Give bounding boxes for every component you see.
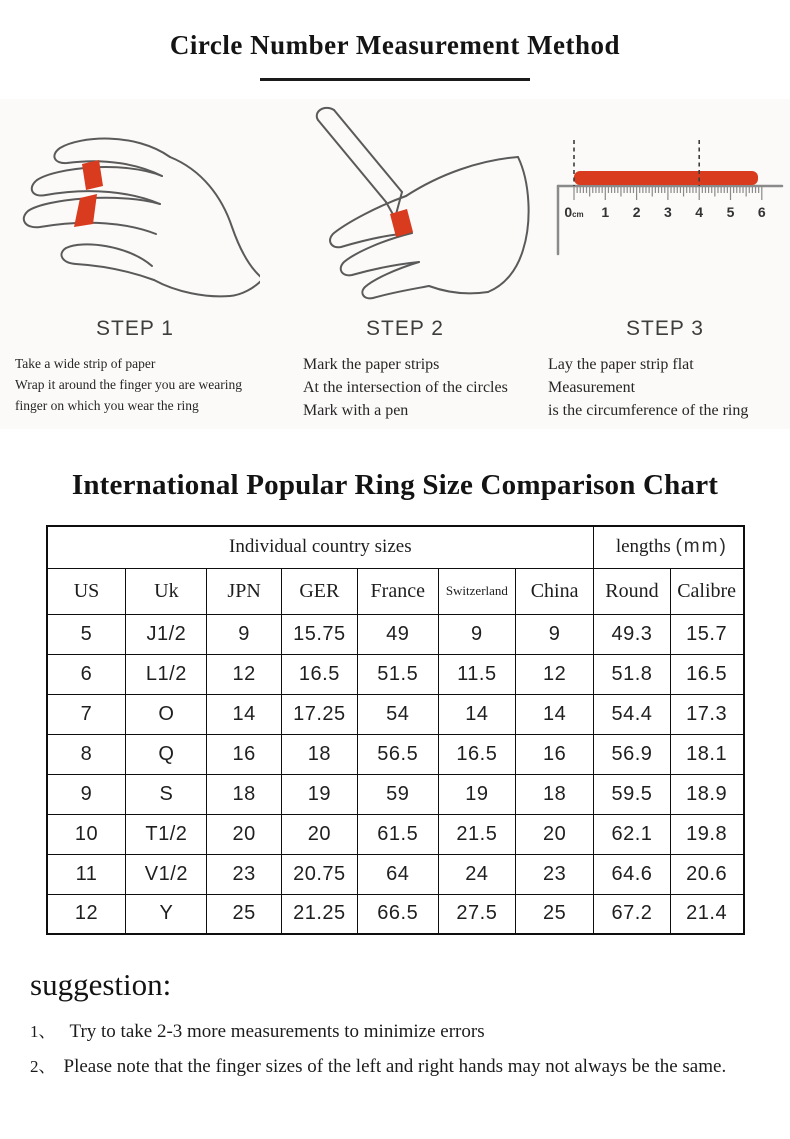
suggestion-item-2 [30, 1052, 790, 1078]
page-title: Circle Number Measurement Method [169, 30, 621, 60]
table-row [47, 694, 744, 734]
table-cell: Q [126, 734, 207, 774]
column-header-round: Round [594, 568, 671, 614]
ring-size-comparison-table [46, 525, 745, 935]
table-cell: 51.8 [594, 654, 671, 694]
step-2-line-3: Mark with a pen [303, 402, 409, 419]
table-column-header-row [47, 568, 744, 614]
suggestion-list [30, 1017, 790, 1078]
table-cell: 11.5 [438, 654, 515, 694]
table-cell: 54.4 [594, 694, 671, 734]
table-row [47, 774, 744, 814]
table-cell: 12 [207, 654, 282, 694]
suggestion-item-2-number: 2、 [30, 1057, 56, 1076]
table-cell: 6 [47, 654, 126, 694]
ruler-tick-label: 4 [695, 204, 704, 220]
step-2-description [270, 353, 540, 422]
table-row [47, 734, 744, 774]
table-cell: 21.5 [438, 814, 515, 854]
step-3-label: STEP 3 [626, 317, 704, 340]
table-row [47, 854, 744, 894]
table-cell: 19 [281, 774, 357, 814]
table-cell: 16.5 [438, 734, 515, 774]
ruler-tick-label: 1 [601, 204, 610, 220]
table-cell: 51.5 [357, 654, 438, 694]
ring-size-table-body [47, 614, 744, 934]
column-header-calibre: Calibre [670, 568, 743, 614]
table-cell: 21.4 [670, 894, 743, 934]
table-cell: 15.75 [281, 614, 357, 654]
table-cell: 20.75 [281, 854, 357, 894]
table-row [47, 814, 744, 854]
table-cell: 20 [281, 814, 357, 854]
step-3-line-1: Lay the paper strip flat [548, 356, 694, 373]
hand-pen-icon [280, 102, 530, 307]
table-cell: 12 [516, 654, 594, 694]
table-cell: 14 [516, 694, 594, 734]
table-cell: 54 [357, 694, 438, 734]
table-cell: 19 [438, 774, 515, 814]
suggestion-item-1 [30, 1017, 790, 1043]
step-1-line-1: Take a wide strip of paper [15, 356, 156, 371]
table-group-header-row [47, 526, 744, 568]
group-header-lengths [594, 526, 744, 568]
table-row [47, 654, 744, 694]
step-3-description [540, 353, 790, 422]
table-row [47, 894, 744, 934]
table-cell: 5 [47, 614, 126, 654]
table-cell: 16.5 [281, 654, 357, 694]
table-cell: 15.7 [670, 614, 743, 654]
table-cell: 25 [516, 894, 594, 934]
table-cell: 20 [516, 814, 594, 854]
table-cell: 9 [438, 614, 515, 654]
step-1 [0, 99, 270, 429]
step-3 [540, 99, 790, 429]
step-2 [270, 99, 540, 429]
table-cell: 21.25 [281, 894, 357, 934]
table-cell: 8 [47, 734, 126, 774]
table-cell: 59.5 [594, 774, 671, 814]
ruler-zero-label: 0cm [564, 204, 584, 220]
paper-strip [574, 171, 758, 185]
table-cell: 18.9 [670, 774, 743, 814]
table-cell: 17.3 [670, 694, 743, 734]
ruler-tick-label: 6 [757, 204, 766, 220]
table-cell: 62.1 [594, 814, 671, 854]
table-cell: T1/2 [126, 814, 207, 854]
lengths-label: lengths [615, 536, 671, 558]
step-2-line-1: Mark the paper strips [303, 356, 440, 373]
hand-with-paper-strip-illustration [0, 99, 270, 309]
chart-title: International Popular Ring Size Comparison Chart [71, 469, 719, 501]
group-header-country-sizes: Individual country sizes [47, 526, 594, 568]
column-header-switzerland: Switzerland [438, 568, 515, 614]
table-cell: 49 [357, 614, 438, 654]
ruler-tick-label: 2 [632, 204, 641, 220]
suggestion-item-2-text: Please note that the finger sizes of the left and right hands may not always be the same. [63, 1056, 727, 1077]
table-cell: 11 [47, 854, 126, 894]
table-cell: 25 [207, 894, 282, 934]
table-cell: 20.6 [670, 854, 743, 894]
hand-marking-with-pen-illustration [270, 99, 540, 309]
column-header-china: China [516, 568, 594, 614]
ruler-tick-label: 5 [726, 204, 735, 220]
ruler-measurement-illustration [540, 99, 790, 309]
table-cell: 18.1 [670, 734, 743, 774]
title-underline [260, 78, 530, 81]
table-cell: 20 [207, 814, 282, 854]
table-cell: 16 [516, 734, 594, 774]
table-cell: 16.5 [670, 654, 743, 694]
table-cell: 16 [207, 734, 282, 774]
hand-strip-icon [10, 102, 260, 307]
table-cell: 10 [47, 814, 126, 854]
table-cell: J1/2 [126, 614, 207, 654]
column-header-france: France [357, 568, 438, 614]
step-2-line-2: At the intersection of the circles [303, 379, 508, 396]
table-cell: 18 [516, 774, 594, 814]
table-cell: 59 [357, 774, 438, 814]
table-cell: 18 [207, 774, 282, 814]
step-1-line-3: finger on which you wear the ring [15, 398, 199, 413]
step-2-label: STEP 2 [366, 317, 444, 340]
table-cell: V1/2 [126, 854, 207, 894]
steps-section [0, 99, 790, 429]
table-cell: 23 [516, 854, 594, 894]
table-cell: 19.8 [670, 814, 743, 854]
table-cell: S [126, 774, 207, 814]
step-1-line-2: Wrap it around the finger you are wearing [15, 377, 242, 392]
suggestion-heading: suggestion: [30, 967, 172, 1002]
suggestion-item-1-text: Try to take 2-3 more measurements to minimize errors [69, 1021, 485, 1042]
table-cell: L1/2 [126, 654, 207, 694]
table-cell: 61.5 [357, 814, 438, 854]
step-1-label: STEP 1 [96, 317, 174, 340]
column-header-ger: GER [281, 568, 357, 614]
table-cell: 17.25 [281, 694, 357, 734]
table-cell: 14 [438, 694, 515, 734]
step-3-line-3: is the circumference of the ring [548, 402, 749, 419]
table-cell: 24 [438, 854, 515, 894]
table-cell: 23 [207, 854, 282, 894]
ruler-icon [540, 124, 790, 284]
column-header-us: US [47, 568, 126, 614]
table-cell: Y [126, 894, 207, 934]
table-cell: 64.6 [594, 854, 671, 894]
table-cell: 14 [207, 694, 282, 734]
mm-unit-label: (mm) [675, 536, 728, 558]
table-cell: 49.3 [594, 614, 671, 654]
table-cell: 66.5 [357, 894, 438, 934]
table-cell: 56.9 [594, 734, 671, 774]
table-cell: 9 [47, 774, 126, 814]
table-cell: 12 [47, 894, 126, 934]
ruler-tick-label: 3 [664, 204, 672, 220]
ruler-ticks [574, 186, 762, 200]
table-cell: 64 [357, 854, 438, 894]
table-cell: 27.5 [438, 894, 515, 934]
column-header-uk: Uk [126, 568, 207, 614]
table-cell: 9 [207, 614, 282, 654]
table-cell: O [126, 694, 207, 734]
column-header-jpn: JPN [207, 568, 282, 614]
step-1-description [0, 353, 270, 416]
step-3-line-2: Measurement [548, 379, 636, 396]
title-block [0, 0, 790, 81]
table-cell: 67.2 [594, 894, 671, 934]
table-cell: 56.5 [357, 734, 438, 774]
table-cell: 7 [47, 694, 126, 734]
suggestion-section [0, 967, 790, 1078]
table-row [47, 614, 744, 654]
suggestion-item-1-number: 1、 [30, 1022, 56, 1041]
table-cell: 18 [281, 734, 357, 774]
table-cell: 9 [516, 614, 594, 654]
